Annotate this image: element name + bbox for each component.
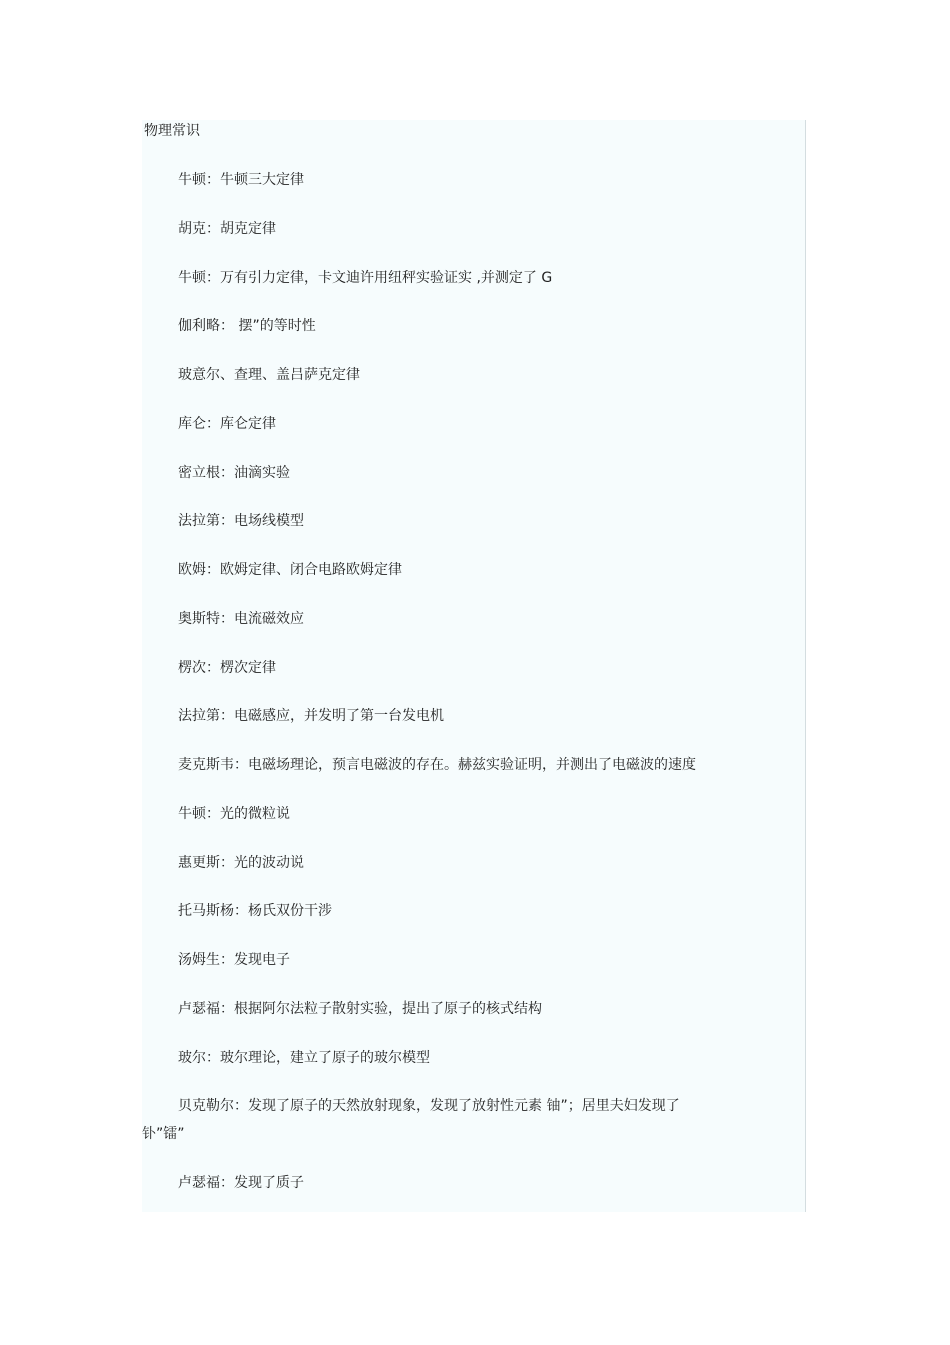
text-line: 贝克勒尔：发现了原子的天然放射现象，发现了放射性元素 铀”；居里夫妇发现了	[178, 1098, 680, 1114]
text-line: 牛顿：牛顿三大定律	[178, 172, 304, 188]
text-line: 汤姆生：发现电子	[178, 952, 290, 968]
text-line: 惠更斯：光的波动说	[178, 855, 304, 871]
text-line: 牛顿：光的微粒说	[178, 806, 290, 822]
text-line: 麦克斯韦：电磁场理论，预言电磁波的存在。赫兹实验证明，并测出了电磁波的速度	[178, 757, 696, 773]
text-line: 楞次：楞次定律	[178, 660, 276, 676]
text-line: 玻意尔、查理、盖吕萨克定律	[178, 367, 360, 383]
text-line: 奥斯特：电流磁效应	[178, 611, 304, 627]
text-line: 玻尔：玻尔理论，建立了原子的玻尔模型	[178, 1050, 430, 1066]
text-line-continuation: 钋”镭”	[142, 1126, 185, 1142]
text-line: 托马斯杨：杨氏双份干涉	[178, 903, 332, 919]
text-line: 法拉第：电磁感应，并发明了第一台发电机	[178, 708, 444, 724]
text-line: 欧姆：欧姆定律、闭合电路欧姆定律	[178, 562, 402, 578]
text-line: 卢瑟福：发现了质子	[178, 1175, 304, 1191]
text-line: 牛顿：万有引力定律，卡文迪许用纽秤实验证实 ,并测定了 G	[178, 270, 553, 286]
text-line: 法拉第：电场线模型	[178, 513, 304, 529]
text-line: 胡克：胡克定律	[178, 221, 276, 237]
text-line: 密立根：油滴实验	[178, 465, 290, 481]
document-title: 物理常识	[144, 123, 200, 139]
text-line: 库仑：库仑定律	[178, 416, 276, 432]
text-line: 伽利略： 摆”的等时性	[178, 318, 316, 334]
text-line: 卢瑟福：根据阿尔法粒子散射实验，提出了原子的核式结构	[178, 1001, 542, 1017]
